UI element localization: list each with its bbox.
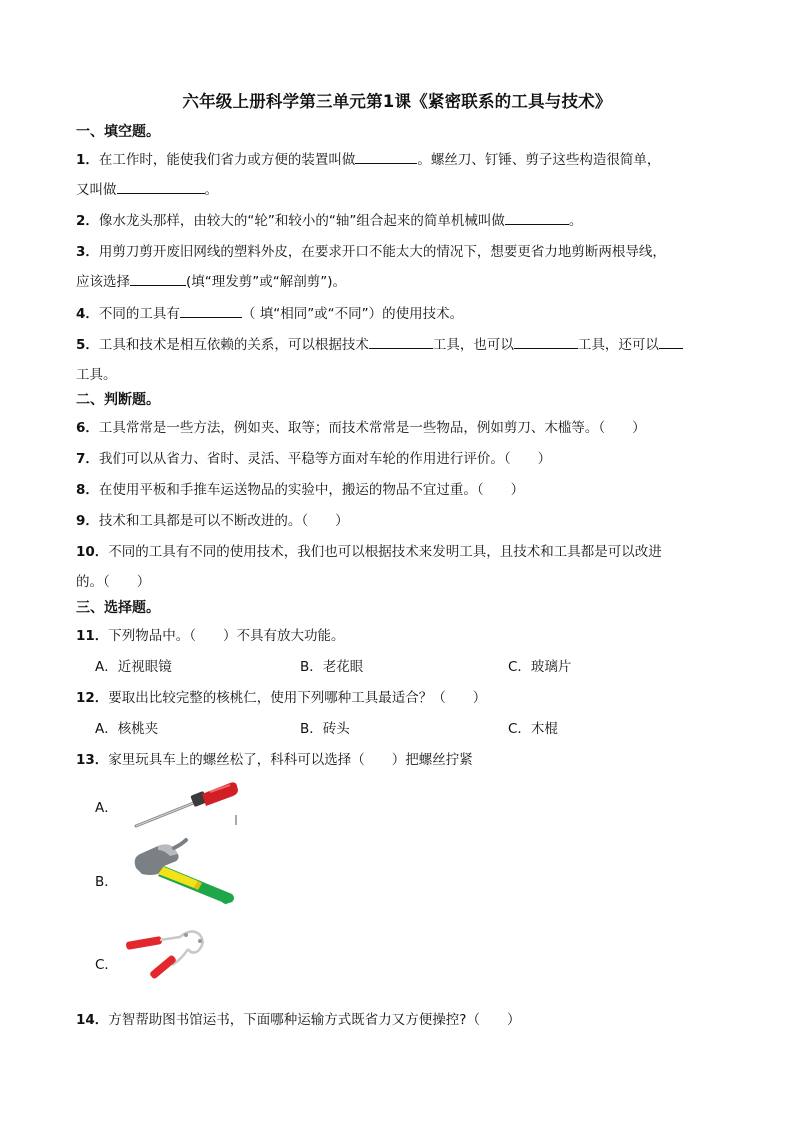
screwdriver-icon[interactable]: [130, 780, 240, 832]
question-10: [76, 540, 662, 560]
question-text: 要取出比较完整的核桃仁，使用下列哪种工具最适合？（ ）: [108, 690, 487, 706]
question-text: 。: [204, 182, 218, 198]
answer-blank[interactable]: [180, 303, 242, 318]
answer-blank[interactable]: [659, 334, 683, 349]
question-number: 14．: [76, 1012, 109, 1028]
question-11: [76, 624, 345, 644]
question-number: 5．: [76, 337, 99, 353]
question-number: 13．: [76, 752, 109, 768]
question-text: 技术和工具都是可以不断改进的。（ ）: [98, 513, 349, 529]
question-text: 工具和技术是相互依赖的关系，可以根据技术: [98, 337, 369, 353]
question-number: 8．: [76, 482, 99, 498]
question-number: 3．: [76, 244, 99, 260]
section-heading-multiple-choice: 三、选择题。: [76, 600, 160, 616]
question-text: 。螺丝刀、钉锤、剪子这些构造很简单，: [417, 152, 661, 168]
question-text: 工具常常是一些方法，例如夹、取等；而技术常常是一些物品，例如剪刀、木槛等。（ ）: [98, 420, 646, 436]
question-13: [76, 748, 473, 768]
question-number: 11．: [76, 628, 109, 644]
question-text: 工具，也可以: [432, 337, 514, 353]
question-3-cont: [76, 270, 346, 290]
question-12: [76, 686, 486, 706]
question-5-cont: [76, 363, 117, 383]
option-b[interactable]: B．砖头: [300, 721, 350, 737]
question-10-cont: [76, 570, 150, 590]
question-text: 用剪刀剪开废旧网线的塑料外皮，在要求开口不能太大的情况下，想要更省力地剪断两根导线，: [98, 244, 666, 260]
page-title: 六年级上册科学第三单元第1课《紧密联系的工具与技术》: [182, 92, 612, 111]
question-number: 6．: [76, 420, 99, 436]
question-number: 7．: [76, 451, 99, 467]
nutcracker-icon[interactable]: [122, 925, 217, 997]
option-b[interactable]: B．: [95, 874, 118, 890]
option-c[interactable]: C．玻璃片: [508, 659, 572, 675]
answer-blank[interactable]: [355, 149, 417, 164]
question-text: 在工作时，能使我们省力或方便的装置叫做: [98, 152, 356, 168]
question-text: 不同的工具有不同的使用技术，我们也可以根据技术来发明工具，且技术和工具都是可以改进: [108, 544, 662, 560]
question-5: [76, 333, 683, 353]
question-text: 在使用平板和手推车运送物品的实验中，搬运的物品不宜过重。（ ）: [98, 482, 525, 498]
question-9: [76, 509, 349, 529]
question-text: 的。（ ）: [76, 574, 151, 590]
question-1: [76, 148, 660, 168]
option-b[interactable]: B．老花眼: [300, 659, 364, 675]
question-number: 1．: [76, 152, 99, 168]
question-6: [76, 416, 646, 436]
question-number: 4．: [76, 306, 99, 322]
question-text: 应该选择: [76, 274, 130, 290]
option-c[interactable]: C．: [95, 957, 118, 973]
question-text: 家里玩具车上的螺丝松了，科科可以选择（ ）把螺丝拧紧: [108, 752, 473, 768]
question-number: 9．: [76, 513, 99, 529]
section-heading-fill-in: 一、填空题。: [76, 124, 160, 140]
question-text: 不同的工具有: [98, 306, 180, 322]
hammer-icon[interactable]: [128, 838, 238, 908]
question-number: 12．: [76, 690, 109, 706]
answer-blank[interactable]: [130, 271, 186, 286]
question-text: (填“理发剪”或“解剖剪”)。: [186, 274, 347, 290]
question-8: [76, 478, 524, 498]
question-3: [76, 240, 666, 260]
answer-blank[interactable]: [369, 334, 433, 349]
question-4: [76, 302, 463, 322]
question-text: 。: [568, 213, 583, 229]
answer-blank[interactable]: [117, 179, 205, 194]
question-number: 10．: [76, 544, 109, 560]
option-a[interactable]: A．: [95, 800, 118, 816]
question-text: 像水龙头那样，由较大的“轮”和较小的“轴”组合起来的简单机械叫做: [98, 213, 505, 229]
question-text: 工具。: [76, 367, 117, 383]
option-a[interactable]: A．近视眼镜: [95, 659, 172, 675]
question-text: 方智帮助图书馆运书，下面哪种运输方式既省力又方便操控?（ ）: [108, 1012, 521, 1028]
answer-blank[interactable]: [505, 210, 569, 225]
question-7: [76, 447, 551, 467]
question-text: 下列物品中。（ ）不具有放大功能。: [108, 628, 345, 644]
question-1-cont: [76, 178, 218, 198]
option-c[interactable]: C．木棍: [508, 721, 558, 737]
question-text: 工具，还可以: [577, 337, 659, 353]
section-heading-true-false: 二、判断题。: [76, 392, 160, 408]
question-text: 我们可以从省力、省时、灵活、平稳等方面对车轮的作用进行评价。（ ）: [98, 451, 552, 467]
question-text: （ 填“相同”或“不同”）的使用技术。: [241, 306, 464, 322]
answer-blank[interactable]: [514, 334, 578, 349]
question-text: 又叫做: [76, 182, 117, 198]
question-14: [76, 1008, 520, 1028]
option-a[interactable]: A．核桃夹: [95, 721, 159, 737]
question-number: 2．: [76, 213, 99, 229]
question-2: [76, 209, 582, 229]
